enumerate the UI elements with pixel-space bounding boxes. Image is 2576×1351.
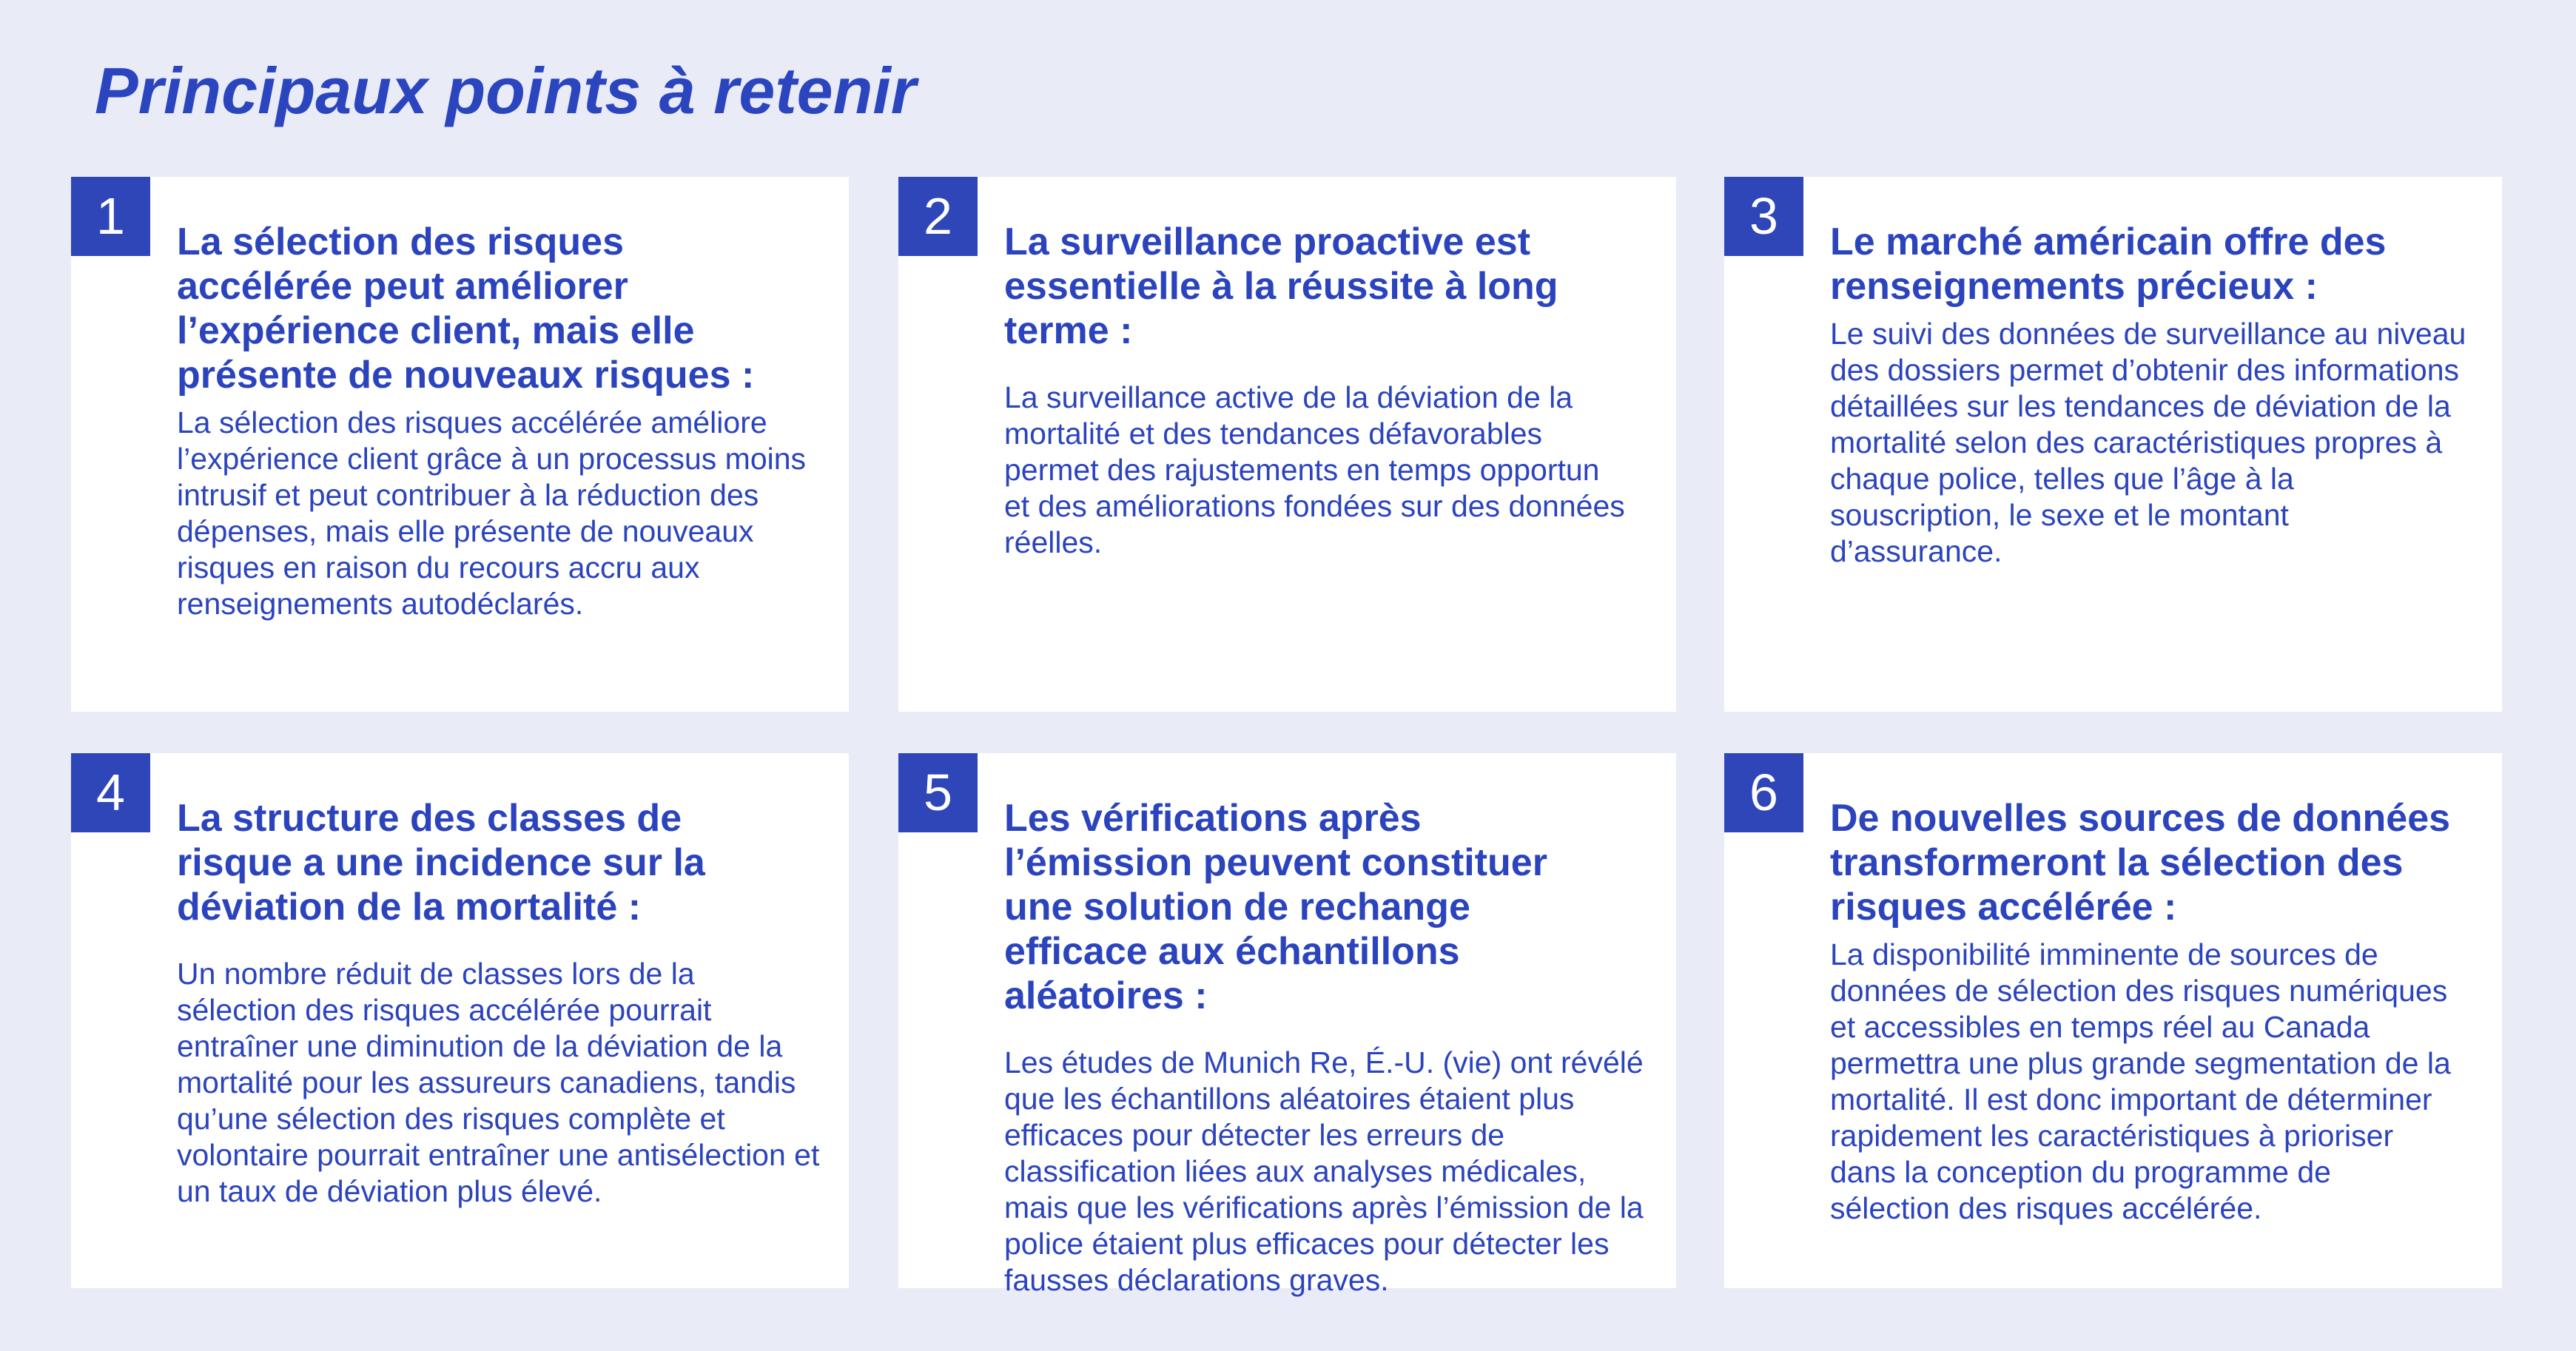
takeaway-card-1 — [71, 177, 849, 712]
card-number-badge: 4 — [71, 753, 150, 832]
card-number-badge: 6 — [1724, 753, 1803, 832]
card-heading: La surveillance proactive est essentielle à la réussite à long terme : — [1004, 220, 1558, 352]
card-heading: Les vérifications après l’émission peuvent constituer une solution de rechange efficace aux échantillons aléatoires : — [1004, 797, 1547, 1017]
takeaway-card-4 — [71, 753, 849, 1288]
card-text: La surveillance active de la déviation de la mortalité et des tendances défavorables permet des rajustements en temps opportun et des améliorations fondées sur des données réelles. — [1004, 380, 1625, 559]
card-body — [177, 220, 819, 622]
card-number-badge: 3 — [1724, 177, 1803, 256]
takeaway-card-2 — [898, 177, 1676, 712]
card-text: La disponibilité imminente de sources de données de sélection des risques numériques et accessibles en temps réel au Canada permettra une plus grande segmentation de la mortalité. Il est donc important de déterminer rapidement les caractéristiques à prioriser dans la conception du programme de sélection des risques accélérée. — [1830, 937, 2451, 1225]
card-body — [1004, 796, 1647, 1298]
card-number-badge: 1 — [71, 177, 150, 256]
takeaway-card-6 — [1724, 753, 2502, 1288]
card-body — [1830, 796, 2472, 1227]
card-body — [1004, 220, 1647, 561]
card-body — [177, 796, 819, 1210]
card-heading: La sélection des risques accélérée peut améliorer l’expérience client, mais elle présente de nouveaux risques : — [177, 220, 755, 397]
takeaway-card-3 — [1724, 177, 2502, 712]
card-text: Un nombre réduit de classes lors de la sélection des risques accélérée pourrait entraîner une diminution de la déviation de la mortalité pour les assureurs canadiens, tandis qu’une sélection des risques complète et volontaire pourrait entraîner une antisélection et un taux de déviation plus élevé. — [177, 957, 820, 1208]
card-heading: De nouvelles sources de données transformeront la sélection des risques accélérée : — [1830, 797, 2451, 929]
page-title: Principaux points à retenir — [95, 54, 917, 127]
card-text: Les études de Munich Re, É.-U. (vie) ont révélé que les échantillons aléatoires étaient plus efficaces pour détecter les erreurs de classification liées aux analyses médicales, mais que les vérifications après l’émission de la police étaient plus efficaces pour détecter les fausses déclarations graves. — [1004, 1045, 1644, 1297]
card-number-badge: 5 — [898, 753, 978, 832]
takeaway-card-5 — [898, 753, 1676, 1297]
card-body — [1830, 220, 2472, 570]
card-text: La sélection des risques accélérée améliore l’expérience client grâce à un processus moins intrusif et peut contribuer à la réduction des dépenses, mais elle présente de nouveaux risques en raison du recours accru aux renseignements autodéclarés. — [177, 405, 807, 621]
card-text: Le suivi des données de surveillance au niveau des dossiers permet d’obtenir des informations détaillées sur les tendances de déviation de la mortalité selon des caractéristiques propres à chaque police, telles que l’âge à la souscription, le sexe et le montant d’assurance. — [1830, 317, 2466, 568]
card-number-badge: 2 — [898, 177, 978, 256]
card-heading: Le marché américain offre des renseignements précieux : — [1830, 220, 2387, 308]
card-heading: La structure des classes de risque a une incidence sur la déviation de la mortalité : — [177, 797, 705, 929]
